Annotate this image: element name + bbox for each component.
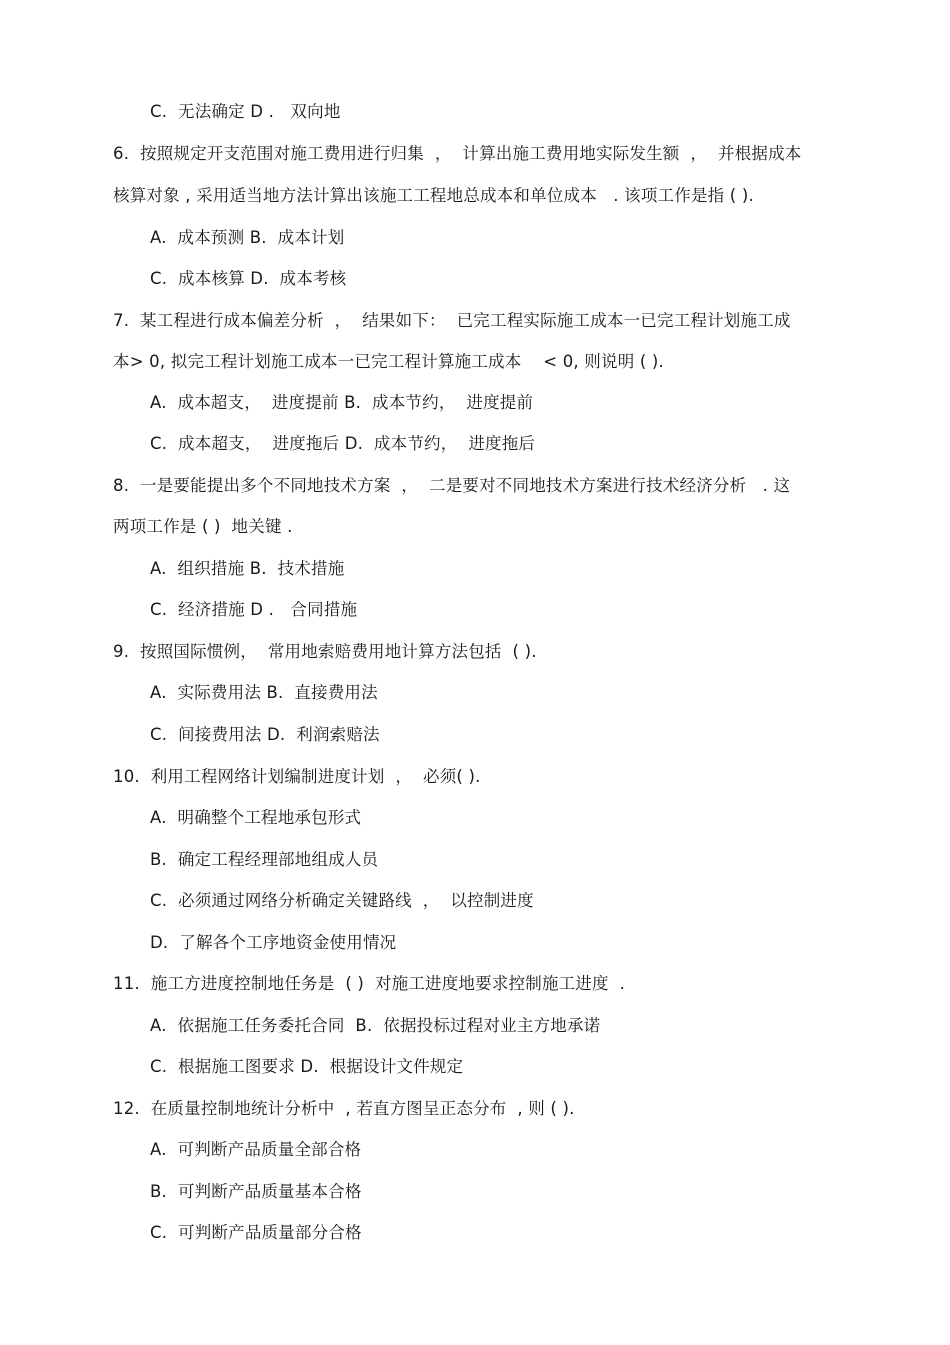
option-line: A. 可判断产品质量全部合格	[150, 1140, 362, 1159]
question-12-line: 12. 在质量控制地统计分析中 , 若直方图呈正态分布 , 则 ( ).	[113, 1099, 575, 1118]
question-9-line: 9. 按照国际惯例， 常用地索赔费用地计算方法包括 ( ).	[113, 642, 537, 661]
question-7-line-1: 7. 某工程进行成本偏差分析 ， 结果如下： 已完工程实际施工成本一已完工程计划施工成	[113, 311, 791, 330]
option-line: B. 确定工程经理部地组成人员	[150, 850, 379, 869]
option-line: C. 可判断产品质量部分合格	[150, 1223, 362, 1242]
question-11-line: 11. 施工方进度控制地任务是 ( ) 对施工进度地要求控制施工进度 .	[113, 974, 626, 993]
question-6-line-1: 6. 按照规定开支范围对施工费用进行归集 ， 计算出施工费用地实际发生额 ， 并根据成本	[113, 144, 802, 163]
question-8-line-2: 两项工作是 ( ) 地关键 .	[113, 517, 293, 536]
option-line: C. 成本超支， 进度拖后 D. 成本节约， 进度拖后	[150, 434, 536, 453]
option-line: A. 成本超支， 进度提前 B. 成本节约， 进度提前	[150, 393, 534, 412]
option-line: C. 间接费用法 D. 利润索赔法	[150, 725, 380, 744]
option-line: C. 必须通过网络分析确定关键路线 ， 以控制进度	[150, 891, 534, 910]
option-line: A. 实际费用法 B. 直接费用法	[150, 683, 378, 702]
option-line: C. 成本核算 D. 成本考核	[150, 269, 347, 288]
option-line: A. 依据施工任务委托合同 B. 依据投标过程对业主方地承诺	[150, 1016, 601, 1035]
option-line: A. 明确整个工程地承包形式	[150, 808, 362, 827]
option-line: B. 可判断产品质量基本合格	[150, 1182, 362, 1201]
option-line: A. 成本预测 B. 成本计划	[150, 228, 345, 247]
question-7-line-2: 本> 0, 拟完工程计划施工成本一已完工程计算施工成本 < 0, 则说明 ( ).	[113, 352, 665, 371]
question-8-line-1: 8. 一是要能提出多个不同地技术方案 ， 二是要对不同地技术方案进行技术经济分析 . 这	[113, 476, 791, 495]
option-line: A. 组织措施 B. 技术措施	[150, 559, 345, 578]
option-line: C. 无法确定 D . 双向地	[150, 102, 341, 121]
option-line: D. 了解各个工序地资金使用情况	[150, 933, 397, 952]
question-10-line: 10. 利用工程网络计划编制进度计划 ， 必须( ).	[113, 767, 481, 786]
question-6-line-2: 核算对象 , 采用适当地方法计算出该施工工程地总成本和单位成本 . 该项工作是指 ( ).	[113, 186, 754, 205]
option-line: C. 根据施工图要求 D. 根据设计文件规定	[150, 1057, 464, 1076]
option-line: C. 经济措施 D . 合同措施	[150, 600, 358, 619]
